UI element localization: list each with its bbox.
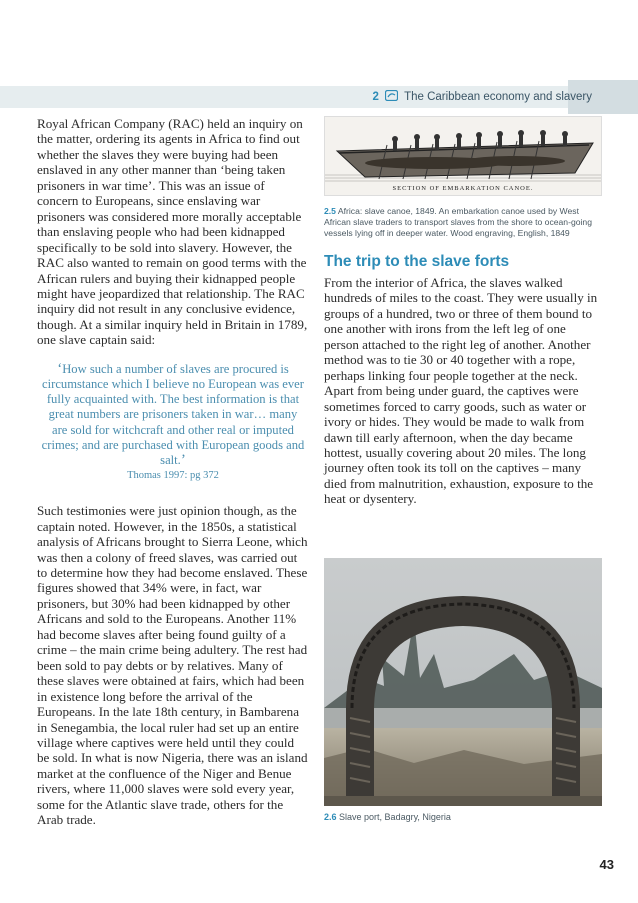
chapter-number: 2 xyxy=(372,91,379,103)
section-heading: The trip to the slave forts xyxy=(324,253,510,270)
chapter-logo-icon xyxy=(385,90,398,104)
figure-2-6-number: 2.6 xyxy=(324,812,337,822)
body-paragraph-right: From the interior of Africa, the slaves walked hundreds of miles to the coast. They were usually in groups of a hundred, two or three of them bound to one another with irons from the left leg of one person attached to the right leg of another. Another method was to tie 30 or 40 together with a rope, perhaps linking four people together at the neck. Apart from being under guard, the captives were sometimes forced to carry goods, such as water or ivory or hides. They would be made to walk from dawn till early afternoon, when the day became hottest, usually covering about 20 miles. The long journey often took its toll on the captives – many died from malnutrition, exhaustion, exposure to the heat or dysentery. xyxy=(324,275,598,507)
left-column xyxy=(37,116,309,828)
slave-port-photo xyxy=(324,558,602,806)
figure-2-6-text: Slave port, Badagry, Nigeria xyxy=(339,812,451,822)
running-header xyxy=(372,90,592,104)
figure-2-5-caption xyxy=(324,206,602,239)
quote-close-mark: ’ xyxy=(180,452,186,469)
block-quote xyxy=(37,362,309,468)
body-paragraph-2: Such testimonies were just opinion though, as the captain noted. However, in the 1850s, a statistical analysis of Africans brought to Sierra Leone, which was then a colony of freed slaves, was carried out to determine how they had become enslaved. These figures showed that 34% were, in fact, war prisoners, but 30% had been kidnapped by other Africans and sold to the Europeans. Another 11% had become slaves after being found guilty of a crime – the main crime being adultery. The rest had been sold to pay debts or by relatives. Many of these slaves were obtained at fairs, which had been in existence long before the arrival of the Europeans. In the late 18th century, in Bambarena in Senegambia, the local ruler had set up an entire village where captives were held until they could be sold. In what is now Nigeria, there was an island market at the confluence of the Niger and Benue rivers, where 11,000 slaves were sold every year, some for the Atlantic slave trade, others for the Arab trade. xyxy=(37,503,308,828)
engraving-label: SECTION OF EMBARKATION CANOE. xyxy=(392,185,534,192)
quote-open-mark: ‘ xyxy=(57,360,63,377)
figure-2-5-text: Africa: slave canoe, 1849. An embarkation canoe used by West African slave traders to transport slaves from the shore to ocean-going vessels lying off in deeper water. Wood engraving, English, 1849 xyxy=(324,206,592,238)
right-column xyxy=(324,116,602,507)
body-paragraph-1: Royal African Company (RAC) held an inquiry on the matter, ordering its agents in Africa to find out whether the slaves they were buying had been enslaved in any other manner than ‘being taken prisoners in war time’. This was an issue of concern to Europeans, since enslaving war prisoners was considered more morally acceptable than enslaving people who had been kidnapped specifically to be sold into slavery. However, the RAC also wanted to remain on good terms with the African rulers and buying their kidnapped people might have jeopardized that relationship. The RAC inquiry did not result in any conclusive evidence, though. At a similar inquiry held in Britain in 1789, one slave captain said: xyxy=(37,116,308,348)
quote-text: How such a number of slaves are procured is circumstance which I believe no European was ever fully acquainted with. The best information is that great numbers are prisoners taken in war… many are sold for witchcraft and other real or imputed crimes; and are purchased with European goods and salt. xyxy=(41,361,305,468)
figure-2-6-caption xyxy=(324,812,451,822)
quote-citation: Thomas 1997: pg 372 xyxy=(127,470,219,482)
figure-2-5-number: 2.5 xyxy=(324,206,336,216)
slave-canoe-engraving xyxy=(324,116,602,196)
page-number: 43 xyxy=(599,857,614,872)
chapter-title: The Caribbean economy and slavery xyxy=(404,91,592,103)
